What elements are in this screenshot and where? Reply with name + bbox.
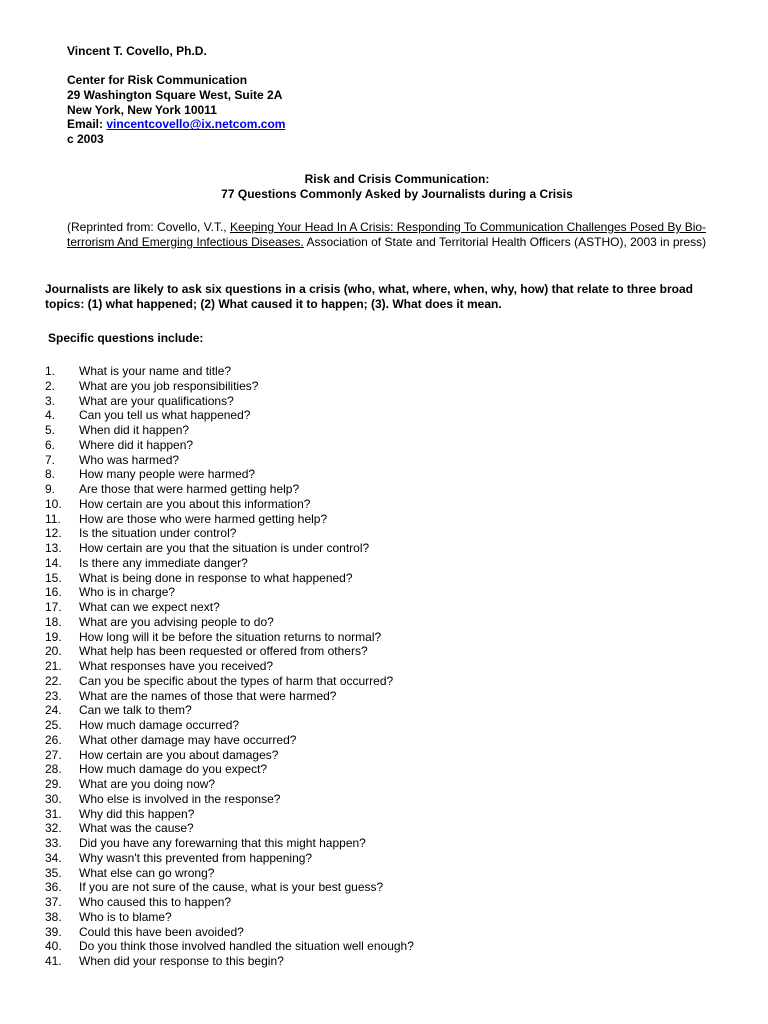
address-line-2: New York, New York 10011 bbox=[67, 102, 217, 117]
question-number: 20. bbox=[45, 644, 62, 659]
copyright: c 2003 bbox=[67, 132, 104, 147]
intro-paragraph: Journalists are likely to ask six questions in a crisis (who, what, where, when, why, how) that relate to three broad topics: (1) what happened; (2) What caused it to happen; (3). What does it mean. bbox=[45, 282, 693, 311]
question-number: 31. bbox=[45, 806, 62, 821]
question-item bbox=[45, 718, 735, 733]
question-item bbox=[45, 423, 735, 438]
question-text: Who was harmed? bbox=[79, 452, 180, 467]
question-number: 34. bbox=[45, 850, 62, 865]
question-item bbox=[45, 762, 735, 777]
question-number: 18. bbox=[45, 614, 62, 629]
question-item bbox=[45, 497, 735, 512]
question-number: 25. bbox=[45, 718, 62, 732]
question-text: How certain are you that the situation is under control? bbox=[79, 541, 370, 555]
question-item bbox=[45, 571, 735, 586]
author-name: Vincent T. Covello, Ph.D. bbox=[67, 44, 207, 58]
question-item bbox=[45, 674, 735, 689]
question-text: What can we expect next? bbox=[79, 600, 220, 614]
question-item bbox=[45, 910, 735, 925]
question-number: 15. bbox=[45, 570, 62, 585]
specific-questions-heading: Specific questions include: bbox=[48, 331, 204, 345]
question-number: 37. bbox=[45, 895, 62, 909]
question-number: 33. bbox=[45, 836, 62, 850]
question-item bbox=[45, 600, 735, 615]
question-item bbox=[45, 585, 735, 600]
question-number: 40. bbox=[45, 939, 62, 954]
question-item bbox=[45, 836, 735, 851]
question-item bbox=[45, 512, 735, 527]
reprint-prefix: (Reprinted from: Covello, V.T., bbox=[67, 220, 230, 234]
question-text: Can you be specific about the types of harm that occurred? bbox=[79, 673, 394, 688]
question-item bbox=[45, 954, 735, 969]
question-item bbox=[45, 364, 735, 379]
question-item bbox=[45, 925, 735, 940]
question-number: 28. bbox=[45, 762, 62, 777]
question-text: What are you advising people to do? bbox=[79, 614, 274, 629]
question-text: What are you doing now? bbox=[79, 777, 216, 791]
question-number: 14. bbox=[45, 555, 62, 570]
question-text: When did it happen? bbox=[79, 423, 190, 437]
question-number: 23. bbox=[45, 688, 62, 703]
question-item bbox=[45, 482, 735, 497]
question-text: Who is to blame? bbox=[79, 909, 172, 924]
question-text: How certain are you about this information? bbox=[79, 496, 311, 511]
questions-list bbox=[45, 364, 735, 969]
question-text: Why wasn't this prevented from happening? bbox=[79, 850, 313, 865]
question-text: What help has been requested or offered from others? bbox=[79, 644, 368, 659]
question-text: What was the cause? bbox=[79, 821, 194, 836]
question-number: 32. bbox=[45, 821, 62, 836]
question-item bbox=[45, 807, 735, 822]
question-item bbox=[45, 689, 735, 704]
question-number: 30. bbox=[45, 791, 62, 806]
question-number: 6. bbox=[45, 437, 56, 452]
question-number: 19. bbox=[45, 629, 62, 644]
question-number: 29. bbox=[45, 777, 62, 791]
question-text: When did your response to this begin? bbox=[79, 954, 284, 968]
question-text: How certain are you about damages? bbox=[79, 747, 279, 762]
question-number: 7. bbox=[45, 452, 56, 467]
question-item bbox=[45, 541, 735, 556]
question-item bbox=[45, 703, 735, 718]
email-link[interactable]: vincentcovello@ix.netcom.com bbox=[106, 117, 286, 132]
question-item bbox=[45, 453, 735, 468]
question-text: Could this have been avoided? bbox=[79, 924, 244, 939]
question-item bbox=[45, 438, 735, 453]
question-item bbox=[45, 394, 735, 409]
question-number: 1. bbox=[45, 364, 56, 378]
question-text: How are those who were harmed getting help? bbox=[79, 511, 328, 526]
question-text: Can we talk to them? bbox=[79, 703, 192, 718]
question-number: 27. bbox=[45, 747, 62, 762]
question-item bbox=[45, 615, 735, 630]
question-text: What are the names of those that were harmed? bbox=[79, 688, 337, 703]
question-item bbox=[45, 644, 735, 659]
question-text: Is there any immediate danger? bbox=[79, 555, 248, 570]
question-number: 36. bbox=[45, 880, 62, 895]
question-text: How much damage occurred? bbox=[79, 718, 240, 732]
question-text: What is being done in response to what happened? bbox=[79, 570, 353, 585]
question-item bbox=[45, 880, 735, 895]
question-number: 12. bbox=[45, 526, 62, 541]
title-line-2: 77 Questions Commonly Asked by Journalists during a Crisis bbox=[221, 187, 573, 201]
question-number: 35. bbox=[45, 865, 62, 880]
question-number: 10. bbox=[45, 496, 62, 511]
question-text: What are you job responsibilities? bbox=[79, 378, 259, 393]
document-title bbox=[67, 172, 727, 202]
question-number: 8. bbox=[45, 467, 56, 482]
question-number: 11. bbox=[45, 511, 61, 526]
question-item bbox=[45, 630, 735, 645]
question-item bbox=[45, 467, 735, 482]
question-item bbox=[45, 851, 735, 866]
question-text: What else can go wrong? bbox=[79, 865, 215, 880]
question-text: Can you tell us what happened? bbox=[79, 408, 251, 423]
question-text: What are your qualifications? bbox=[79, 393, 234, 408]
question-number: 24. bbox=[45, 703, 62, 718]
question-item bbox=[45, 556, 735, 571]
address-line-1: 29 Washington Square West, Suite 2A bbox=[67, 88, 283, 103]
question-number: 21. bbox=[45, 659, 62, 673]
question-item bbox=[45, 792, 735, 807]
question-item bbox=[45, 748, 735, 763]
question-number: 9. bbox=[45, 482, 56, 496]
question-text: Why did this happen? bbox=[79, 806, 195, 821]
question-number: 17. bbox=[45, 600, 62, 614]
question-number: 16. bbox=[45, 585, 62, 600]
email-label: Email: bbox=[67, 117, 107, 132]
question-item bbox=[45, 777, 735, 792]
question-text: What other damage may have occurred? bbox=[79, 732, 297, 747]
question-item bbox=[45, 408, 735, 423]
question-item bbox=[45, 939, 735, 954]
question-item bbox=[45, 866, 735, 881]
title-line-1: Risk and Crisis Communication: bbox=[304, 172, 490, 186]
question-item bbox=[45, 821, 735, 836]
question-number: 26. bbox=[45, 732, 62, 747]
question-text: How much damage do you expect? bbox=[79, 762, 268, 777]
email-line bbox=[67, 117, 727, 132]
question-text: Do you think those involved handled the situation well enough? bbox=[79, 939, 414, 954]
question-text: What is your name and title? bbox=[79, 364, 232, 378]
question-number: 5. bbox=[45, 423, 56, 437]
question-number: 38. bbox=[45, 909, 62, 924]
question-item bbox=[45, 526, 735, 541]
question-text: Who caused this to happen? bbox=[79, 895, 232, 909]
question-text: How long will it be before the situation returns to normal? bbox=[79, 629, 382, 644]
question-text: Who else is involved in the response? bbox=[79, 791, 281, 806]
question-text: Who is in charge? bbox=[79, 585, 176, 600]
reprint-suffix: Association of State and Territorial Health Officers (ASTHO), 2003 in press) bbox=[303, 234, 707, 249]
question-number: 13. bbox=[45, 541, 62, 555]
reprint-note bbox=[67, 220, 732, 249]
spacer bbox=[67, 59, 727, 74]
question-number: 39. bbox=[45, 924, 62, 939]
question-number: 2. bbox=[45, 378, 56, 393]
organization: Center for Risk Communication bbox=[67, 73, 248, 88]
question-item bbox=[45, 733, 735, 748]
reprint-book-title: Keeping Your Head In A Crisis: Responding To Communication Challenges Posed By Bio-terrorism And Emerging Infectious Diseases. bbox=[67, 220, 707, 249]
question-number: 41. bbox=[45, 954, 62, 968]
question-text: How many people were harmed? bbox=[79, 467, 256, 482]
question-text: Did you have any forewarning that this might happen? bbox=[79, 836, 366, 850]
question-text: Where did it happen? bbox=[79, 437, 194, 452]
question-item bbox=[45, 379, 735, 394]
question-item bbox=[45, 895, 735, 910]
author-header bbox=[67, 44, 727, 147]
question-number: 4. bbox=[45, 408, 56, 423]
question-number: 3. bbox=[45, 393, 56, 408]
question-text: What responses have you received? bbox=[79, 659, 274, 673]
question-text: If you are not sure of the cause, what is your best guess? bbox=[79, 880, 384, 895]
question-text: Is the situation under control? bbox=[79, 526, 237, 541]
question-number: 22. bbox=[45, 673, 62, 688]
question-item bbox=[45, 659, 735, 674]
question-text: Are those that were harmed getting help? bbox=[79, 482, 300, 496]
